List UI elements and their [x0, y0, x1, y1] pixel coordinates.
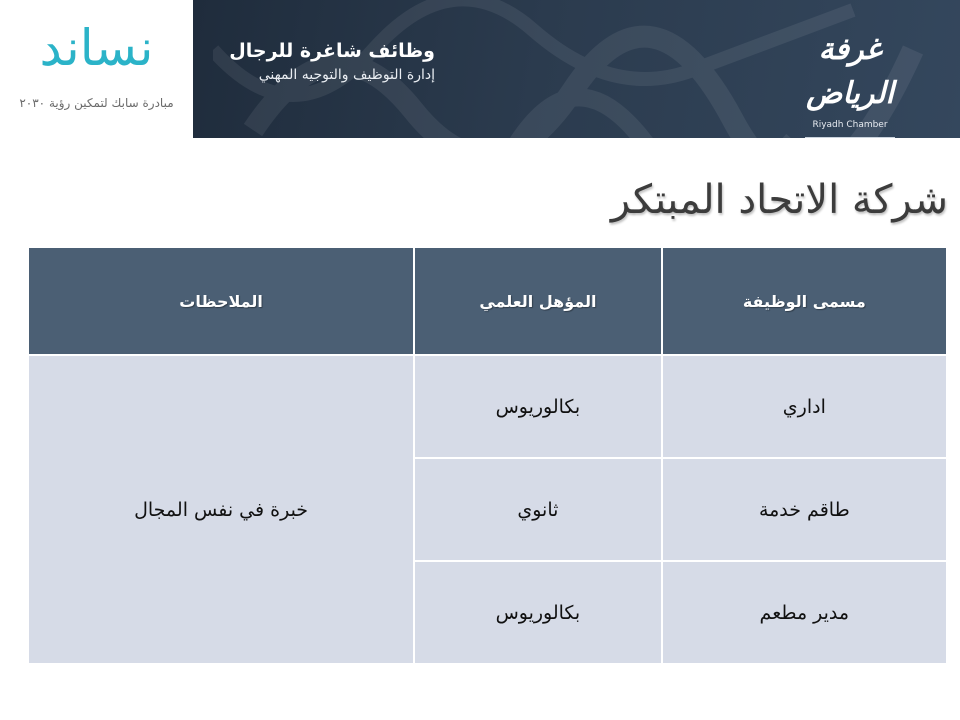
- riyadh-chamber-arabic-name: غرفة الرياض: [806, 32, 894, 111]
- company-name: شركة الاتحاد المبتكر: [610, 177, 948, 223]
- sanid-logo-text: نساند: [39, 19, 154, 77]
- header-banner: [193, 0, 960, 138]
- sanid-tagline: مبادرة سابك لتمكين رؤية ٢٠٣٠: [19, 96, 174, 110]
- header-notes: الملاحظات: [28, 247, 414, 355]
- cell-qualification: بكالوريوس: [414, 355, 662, 458]
- header-job-title: مسمى الوظيفة: [662, 247, 947, 355]
- cell-job-title: اداري: [662, 355, 947, 458]
- banner-title: وظائف شاغرة للرجال: [229, 40, 435, 62]
- banner-title-block: [215, 38, 435, 86]
- logo-divider: [805, 137, 895, 138]
- cell-qualification: ثانوي: [414, 458, 662, 561]
- sanid-logo: [0, 0, 193, 138]
- riyadh-chamber-english-name: Riyadh Chamber: [812, 120, 888, 130]
- cell-job-title: مدير مطعم: [662, 561, 947, 664]
- header-qualification: المؤهل العلمي: [414, 247, 662, 355]
- cell-notes: خبرة في نفس المجال: [28, 355, 414, 664]
- table-header-row: [28, 247, 947, 355]
- riyadh-chamber-logo: [780, 28, 920, 138]
- cell-job-title: طاقم خدمة: [662, 458, 947, 561]
- jobs-table: [27, 246, 948, 665]
- banner-subtitle: إدارة التوظيف والتوجيه المهني: [258, 67, 435, 83]
- table-row: [28, 355, 947, 458]
- cell-qualification: بكالوريوس: [414, 561, 662, 664]
